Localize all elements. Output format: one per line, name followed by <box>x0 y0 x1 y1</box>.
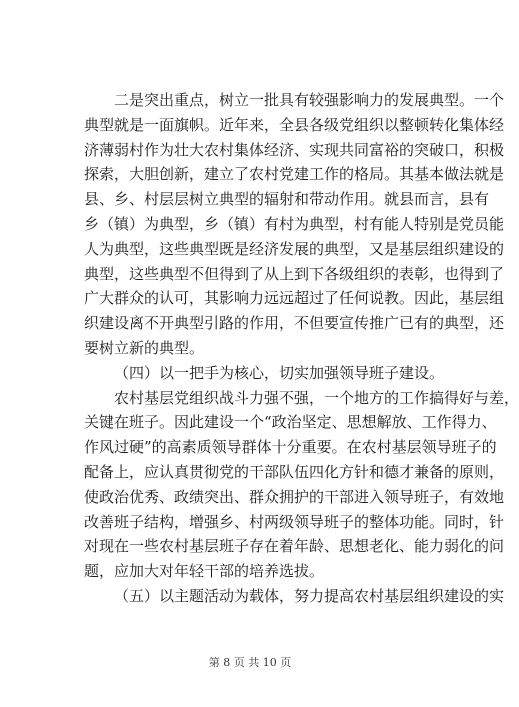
text-line: 广大群众的认可，其影响力远远超过了任何说教。因此，基层组 <box>84 289 505 308</box>
text-line: 县、乡、村层层树立典型的辐射和带动作用。就县而言，县有 <box>84 190 490 209</box>
text-line: 关键在班子。因此建设一个“政治坚定、思想解放、工作得力、 <box>84 413 497 432</box>
text-line: 典型就是一面旗帜。近年来，全县各级党组织以整顿转化集体经 <box>84 115 505 134</box>
text-line: 典型，这些典型不但得到了从上到下各级组织的表彰，也得到了 <box>84 264 505 283</box>
body-text <box>84 88 519 609</box>
text-line: 改善班子结构，增强乡、村两级领导班子的整体功能。同时，针 <box>84 512 505 531</box>
text-line: 济薄弱村作为壮大农村集体经济、实现共同富裕的突破口，积极 <box>84 140 505 159</box>
text-line: 二是突出重点，树立一批具有较强影响力的发展典型。一个 <box>114 91 505 109</box>
text-line: 乡（镇）为典型，乡（镇）有村为典型，村有能人特别是党员能 <box>84 214 505 233</box>
text-line: 探索，大胆创新，建立了农村党建工作的格局。其基本做法就是 <box>84 165 505 184</box>
text-line: 要树立新的典型。 <box>84 338 205 357</box>
text-line: 农村基层党组织战斗力强不强，一个地方的工作搞得好与差， <box>114 388 519 407</box>
page-footer: 第 8 页 共 10 页 <box>208 656 292 669</box>
text-line: （五）以主题活动为载体，努力提高农村基层组织建设的实 <box>114 586 505 605</box>
text-line: 人为典型，这些典型既是经济发展的典型，又是基层组织建设的 <box>84 239 505 258</box>
text-line: 题，应加大对年轻干部的培养选拔。 <box>84 562 325 581</box>
text-line: 配备上，应认真贯彻党的干部队伍四化方针和德才兼备的原则， <box>84 462 505 481</box>
text-line: 作风过硬”的高素质领导群体十分重要。在农村基层领导班子的 <box>84 438 497 457</box>
text-line: （四）以一把手为核心，切实加强领导班子建设。 <box>114 363 445 382</box>
text-line: 使政治优秀、政绩突出、群众拥护的干部进入领导班子，有效地 <box>84 487 505 506</box>
text-line: 织建设离不开典型引路的作用，不但要宣传推广已有的典型，还 <box>84 314 505 333</box>
text-line: 对现在一些农村基层班子存在着年龄、思想老化、能力弱化的问 <box>84 537 505 556</box>
